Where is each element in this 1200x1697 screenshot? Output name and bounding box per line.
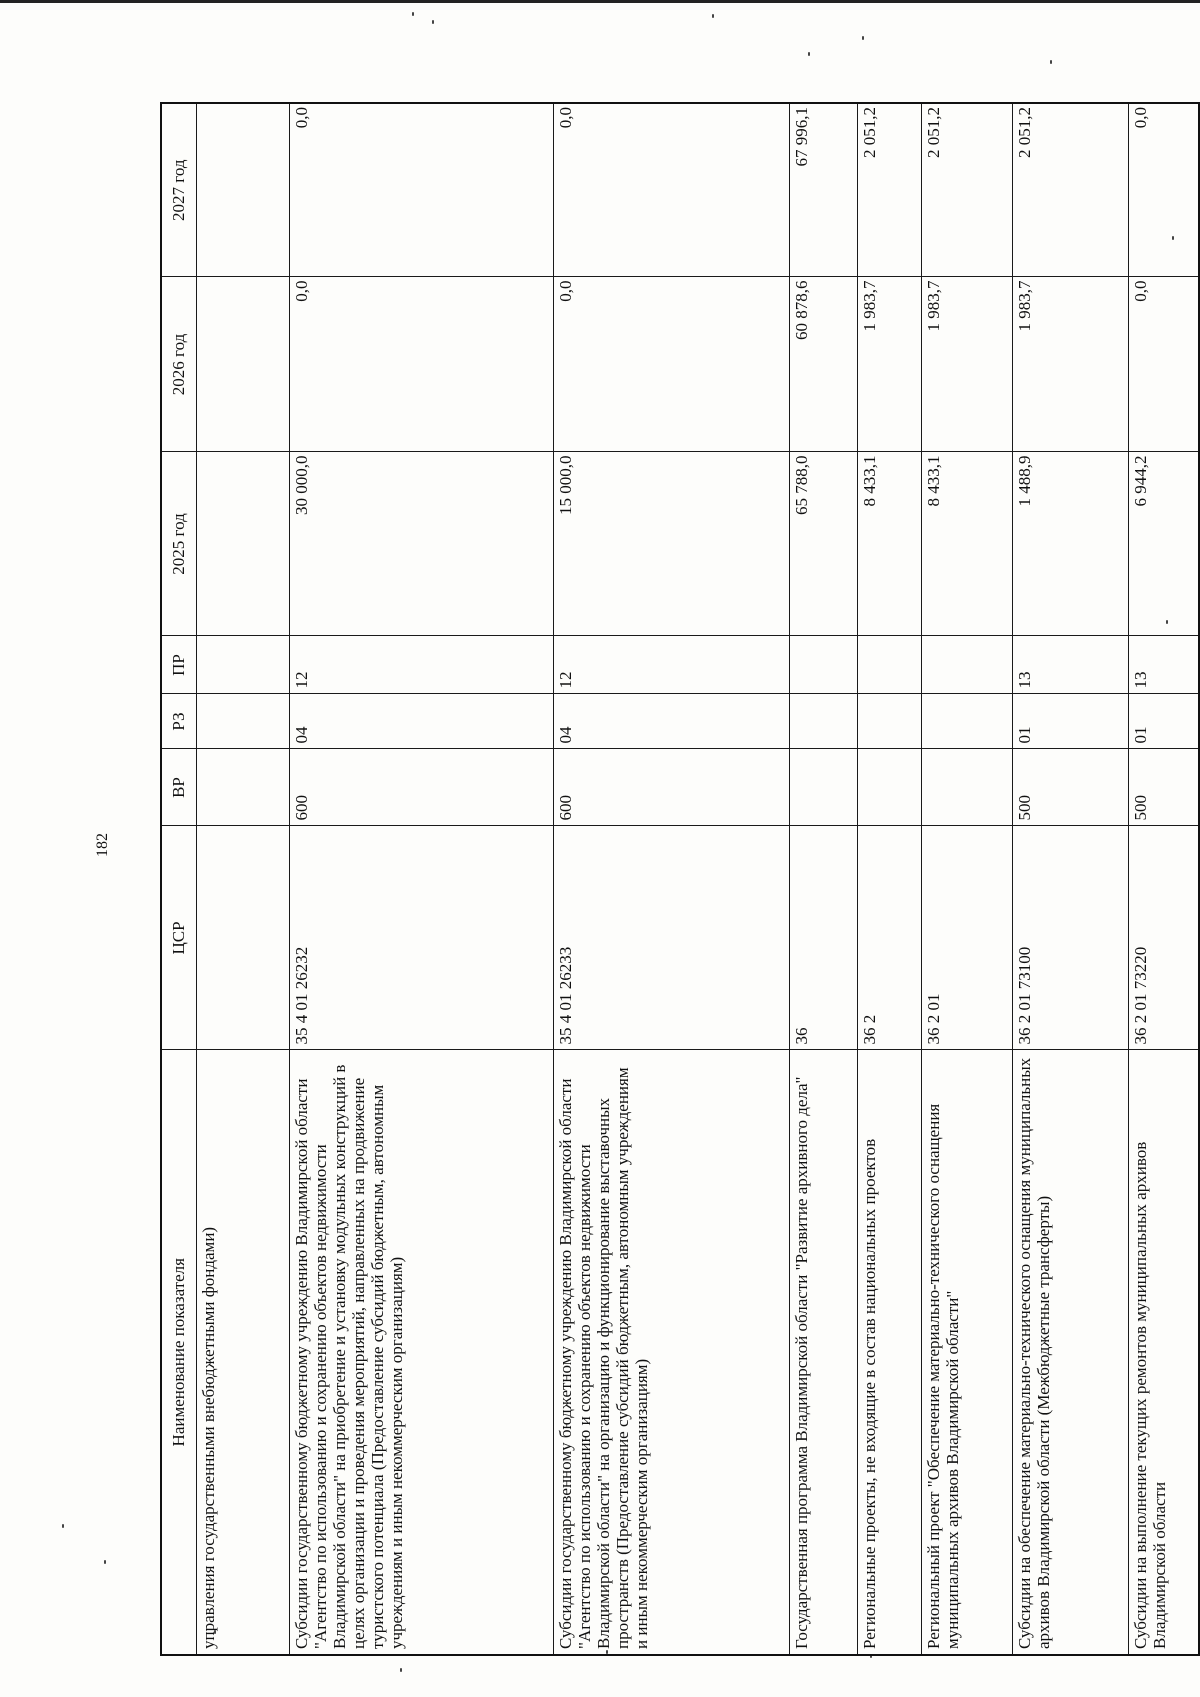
scan-speck xyxy=(712,14,714,18)
cell-name: управления государственными внебюджетными фондами) xyxy=(197,1050,290,1655)
cell-2025: 8 433,1 xyxy=(858,452,922,636)
table-row xyxy=(858,103,922,1655)
cell-name: Региональный проект "Обеспечение материально-технического оснащения муниципальных архивов Владимирской области" xyxy=(921,1050,1012,1655)
cell-rz xyxy=(858,694,922,749)
cell-2027: 67 996,1 xyxy=(789,103,857,277)
cell-pr: 13 xyxy=(1012,636,1128,694)
cell-rz: 04 xyxy=(290,694,554,749)
cell-2026 xyxy=(197,277,290,452)
table-row xyxy=(1128,103,1199,1655)
header-2026: 2026 год xyxy=(161,277,197,452)
table-header-row xyxy=(161,103,197,1655)
scan-speck xyxy=(1050,60,1052,64)
cell-rz: 01 xyxy=(1128,694,1199,749)
scan-speck xyxy=(62,1524,64,1528)
cell-2025: 65 788,0 xyxy=(789,452,857,636)
cell-name: Субсидии на выполнение текущих ремонтов муниципальных архивов Владимирской области xyxy=(1128,1050,1199,1655)
cell-2027: 0,0 xyxy=(554,103,790,277)
cell-pr xyxy=(197,636,290,694)
cell-2025: 15 000,0 xyxy=(554,452,790,636)
cell-2025: 6 944,2 xyxy=(1128,452,1199,636)
cell-vr: 500 xyxy=(1012,749,1128,826)
header-name: Наименование показателя xyxy=(161,1050,197,1655)
header-csr: ЦСР xyxy=(161,826,197,1050)
cell-name: Государственная программа Владимирской области "Развитие архивного дела" xyxy=(789,1050,857,1655)
table-row xyxy=(554,103,790,1655)
cell-csr: 36 2 01 73220 xyxy=(1128,826,1199,1050)
table-row xyxy=(1012,103,1128,1655)
cell-2027 xyxy=(197,103,290,277)
cell-2027: 0,0 xyxy=(1128,103,1199,277)
cell-2025: 8 433,1 xyxy=(921,452,1012,636)
page-number: 182 xyxy=(94,833,111,857)
header-rz: РЗ xyxy=(161,694,197,749)
cell-name: Региональные проекты, не входящие в состав национальных проектов xyxy=(858,1050,922,1655)
cell-vr: 500 xyxy=(1128,749,1199,826)
cell-csr: 36 2 01 xyxy=(921,826,1012,1050)
cell-pr xyxy=(858,636,922,694)
budget-table xyxy=(160,102,1200,1656)
table-row xyxy=(789,103,857,1655)
table-row xyxy=(197,103,290,1655)
cell-vr: 600 xyxy=(290,749,554,826)
cell-2027: 2 051,2 xyxy=(1012,103,1128,277)
cell-vr xyxy=(921,749,1012,826)
cell-csr: 36 2 01 73100 xyxy=(1012,826,1128,1050)
cell-2026: 0,0 xyxy=(554,277,790,452)
cell-2025: 30 000,0 xyxy=(290,452,554,636)
scan-speck xyxy=(412,12,414,16)
cell-2027: 0,0 xyxy=(290,103,554,277)
scan-speck xyxy=(400,1668,402,1672)
cell-vr: 600 xyxy=(554,749,790,826)
cell-2026: 0,0 xyxy=(1128,277,1199,452)
cell-pr xyxy=(789,636,857,694)
cell-name: Субсидии на обеспечение материально-технического оснащения муниципальных архивов Владимирской области (Межбюджетные трансферты) xyxy=(1012,1050,1128,1655)
cell-2025 xyxy=(197,452,290,636)
cell-vr xyxy=(789,749,857,826)
scan-speck xyxy=(808,52,810,56)
cell-rz: 01 xyxy=(1012,694,1128,749)
header-vr: ВР xyxy=(161,749,197,826)
cell-2027: 2 051,2 xyxy=(858,103,922,277)
cell-csr: 35 4 01 26233 xyxy=(554,826,790,1050)
cell-rz: 04 xyxy=(554,694,790,749)
cell-vr xyxy=(858,749,922,826)
cell-csr: 36 xyxy=(789,826,857,1050)
cell-name: Субсидии государственному бюджетному учреждению Владимирской области "Агентство по использованию и сохранению объектов недвижимости Владимирской области" на организацию и функционирование выставочных пространств (Предоставление субсидий бюджетным, автономным учреждениям и иным некоммерческим организациям) xyxy=(554,1050,790,1655)
cell-pr: 13 xyxy=(1128,636,1199,694)
header-pr: ПР xyxy=(161,636,197,694)
cell-rz xyxy=(789,694,857,749)
cell-2026: 1 983,7 xyxy=(858,277,922,452)
scan-speck xyxy=(862,36,864,40)
scan-speck xyxy=(104,1560,106,1564)
table-row xyxy=(921,103,1012,1655)
header-2027: 2027 год xyxy=(161,103,197,277)
rotated-table-wrapper xyxy=(160,104,1200,1656)
cell-rz xyxy=(921,694,1012,749)
cell-pr: 12 xyxy=(554,636,790,694)
cell-2025: 1 488,9 xyxy=(1012,452,1128,636)
scan-top-edge xyxy=(0,0,1200,3)
cell-vr xyxy=(197,749,290,826)
cell-2027: 2 051,2 xyxy=(921,103,1012,277)
header-2025: 2025 год xyxy=(161,452,197,636)
cell-pr: 12 xyxy=(290,636,554,694)
cell-rz xyxy=(197,694,290,749)
cell-csr: 36 2 xyxy=(858,826,922,1050)
cell-2026: 1 983,7 xyxy=(1012,277,1128,452)
cell-csr: 35 4 01 26232 xyxy=(290,826,554,1050)
cell-2026: 1 983,7 xyxy=(921,277,1012,452)
cell-csr xyxy=(197,826,290,1050)
cell-2026: 0,0 xyxy=(290,277,554,452)
scan-speck xyxy=(432,20,434,24)
cell-pr xyxy=(921,636,1012,694)
table-row xyxy=(290,103,554,1655)
cell-2026: 60 878,6 xyxy=(789,277,857,452)
cell-name: Субсидии государственному бюджетному учреждению Владимирской области "Агентство по использованию и сохранению объектов недвижимости Владимирской области" на приобретение и установку модульных конструкций в целях организации и проведения мероприятий, направленных на продвижение туристского потенциала (Предоставление субсидий бюджетным, автономным учреждениям и иным некоммерческим организациям) xyxy=(290,1050,554,1655)
